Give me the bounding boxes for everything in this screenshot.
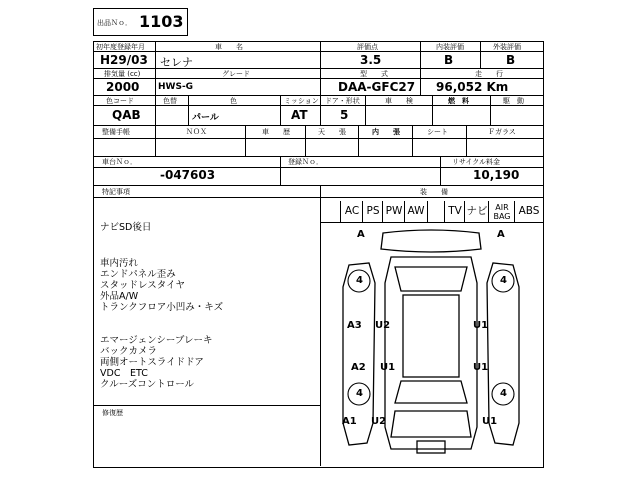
doors-label: ドア・形状 <box>325 97 360 105</box>
chassis-number: -047603 <box>160 168 216 182</box>
equip-tv: TV <box>444 201 465 222</box>
inspection-label: 車 検 <box>385 97 413 105</box>
interior-label: 内装評価 <box>436 43 464 51</box>
equip-ac: AC <box>340 201 363 222</box>
windshield-outline <box>395 267 467 291</box>
mileage: 96,052 Km <box>436 80 509 94</box>
rear-outline <box>391 411 471 437</box>
mark-left-side-a: A3 <box>347 320 362 331</box>
remark-line: エマージェンシーブレーキ <box>100 335 213 346</box>
displacement: 2000 <box>106 80 140 94</box>
lot-number: 1103 <box>139 12 184 31</box>
roof-outline <box>403 295 459 377</box>
car-name: セレナ <box>160 56 193 69</box>
remark-line: 両側オートスライドドア <box>100 357 204 368</box>
mark-tire-fr: 4 <box>500 275 507 286</box>
interior-cloth-label: 内 張 <box>372 128 400 136</box>
remark-line: エンドパネル歪み <box>100 269 176 280</box>
equip-aw: AW <box>404 201 428 222</box>
sunroof-label: 天 張 <box>318 128 346 136</box>
remark-line: 外品A/W <box>100 291 139 302</box>
top-body-outline <box>385 257 477 449</box>
mark-left-side-u: U2 <box>375 320 391 331</box>
rear-window-outline <box>395 381 467 403</box>
history-label: 車 歴 <box>262 128 290 136</box>
mark-tire-rl: 4 <box>356 388 363 399</box>
remarks-label: 特記事項 <box>102 188 130 196</box>
mark-rear-right-u: U1 <box>482 416 498 427</box>
rear-plate-outline <box>417 441 445 453</box>
equip-blank <box>426 201 444 222</box>
mark-left-rear-u: U1 <box>380 362 396 373</box>
chassis-label: 車台Ｎｏ． <box>102 158 137 166</box>
fuel-label: 燃 料 <box>448 97 469 105</box>
car-name-label: 車 名 <box>215 43 243 51</box>
mark-rear-u: U2 <box>371 416 387 427</box>
remark-line: トランクフロア小凹み・キズ <box>100 302 224 313</box>
exterior-label: 外装評価 <box>493 43 521 51</box>
mark-tire-fl: 4 <box>356 275 363 286</box>
car-damage-diagram <box>321 223 542 466</box>
drive-label: 駆 動 <box>503 97 524 105</box>
displacement-label: 排気量 (cc) <box>104 70 141 78</box>
mark-rear-a: A1 <box>342 416 357 427</box>
remark-line: 車内汚れ <box>100 258 139 269</box>
seat-label: シート <box>427 128 448 136</box>
mark-right-rear-u: U1 <box>473 362 489 373</box>
mark-right-side-u: U1 <box>473 320 489 331</box>
manual-label: 整備手帳 <box>102 128 130 136</box>
equipment-label: 装 備 <box>420 188 448 196</box>
grade: HWS-G <box>158 82 194 92</box>
remark-line: VDC ETC <box>100 368 148 379</box>
lot-number-box <box>93 8 188 36</box>
equip-navi: ナビ <box>464 201 489 222</box>
color-label: 色 <box>230 97 237 105</box>
recycle-label: リサイクル料金 <box>452 158 501 166</box>
reg-no-label: 登録Ｎｏ． <box>288 158 323 166</box>
doors: 5 <box>340 108 349 122</box>
exterior-grade: B <box>506 53 516 67</box>
reg-year-label: 初年度登録年月 <box>96 43 145 51</box>
model: DAA-GFC27 <box>338 80 416 94</box>
interior-grade: B <box>444 53 454 67</box>
front-bumper-outline <box>381 230 481 252</box>
equip-ps: PS <box>362 201 383 222</box>
equip-pw: PW <box>382 201 405 222</box>
remark-line: スタッドレスタイヤ <box>100 280 186 291</box>
glass-label: Ｆガラス <box>488 128 516 136</box>
recycle-fee: 10,190 <box>473 168 520 182</box>
mileage-label: 走 行 <box>475 70 503 78</box>
repair-label: 修復歴 <box>102 409 123 417</box>
equip-airbag: AIR BAG <box>488 201 515 222</box>
nox-label: ＮＯＸ <box>186 128 207 136</box>
reg-year: H29/03 <box>100 53 148 67</box>
remark-line: バックカメラ <box>100 346 158 357</box>
mark-front-left: A <box>357 229 365 240</box>
color-code-label: 色コード <box>106 97 134 105</box>
remark-line: クルーズコントロール <box>100 379 195 390</box>
grade-label: グレード <box>222 70 250 78</box>
color-code: QAB <box>112 108 141 122</box>
color: パール <box>192 113 219 123</box>
color-change-label: 色替 <box>163 97 177 105</box>
mark-front-right: A <box>497 229 505 240</box>
remark-nav: ナビSD後日 <box>100 222 152 233</box>
mark-tire-rr: 4 <box>500 388 507 399</box>
model-label: 型 式 <box>360 70 388 78</box>
lot-number-label: 出品Ｎｏ． <box>97 19 132 27</box>
transmission-label: ミッション <box>284 97 319 105</box>
score: 3.5 <box>360 53 382 67</box>
mark-left-rear-a: A2 <box>351 362 366 373</box>
equip-abs: ABS <box>514 201 543 222</box>
transmission: AT <box>291 108 308 122</box>
score-label: 評価点 <box>357 43 378 51</box>
